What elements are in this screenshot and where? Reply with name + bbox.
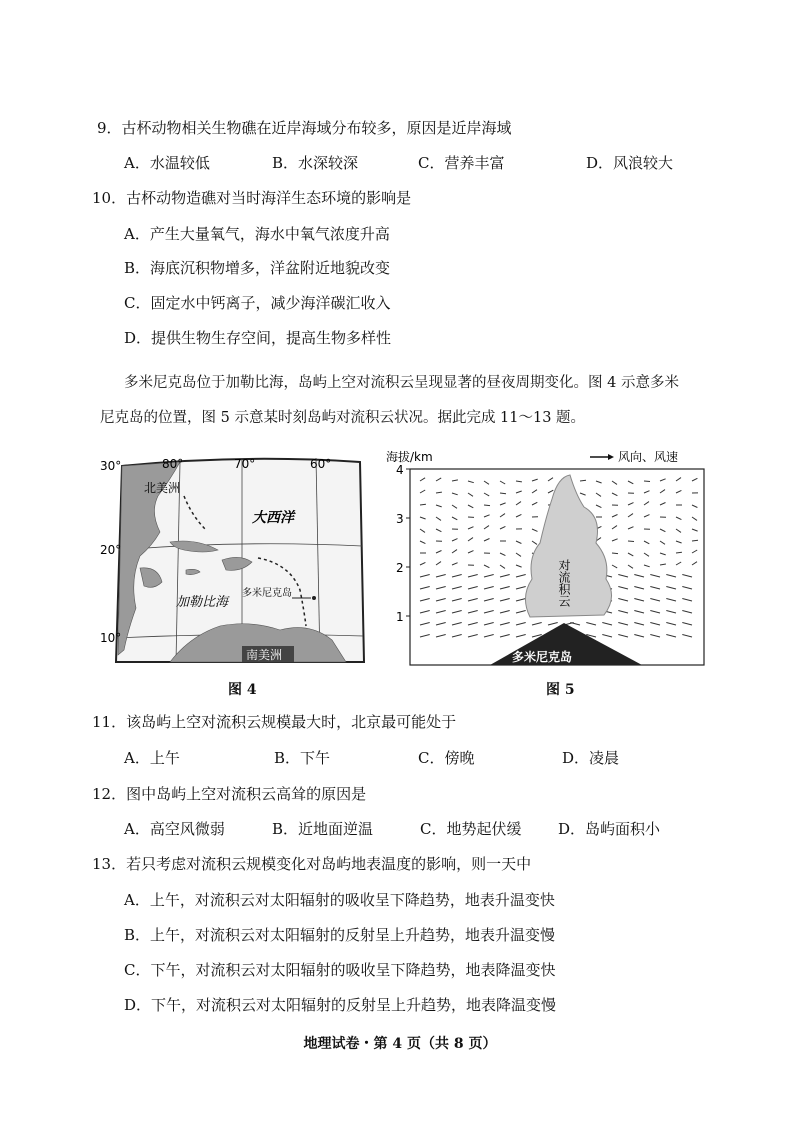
figure-4-map: [100, 450, 380, 670]
label-north-america: 北美洲: [144, 481, 181, 495]
lon-label-60: 60°: [310, 457, 332, 471]
q10-option-c[interactable]: C．固定水中钙离子，减少海洋碳汇收入: [124, 294, 391, 312]
fig5-ylabel: 海拔/km: [386, 450, 433, 464]
q11-option-c[interactable]: C．傍晚: [418, 749, 475, 767]
q12-option-d[interactable]: D．岛屿面积小: [558, 820, 661, 838]
figure-5-caption: 图 5: [546, 682, 575, 698]
q13-stem: 13．若只考虑对流积云规模变化对岛屿地表温度的影响，则一天中: [92, 855, 532, 873]
wind-arrow: [484, 505, 490, 506]
ytick-3: 3: [396, 512, 404, 526]
ytick-1: 1: [396, 610, 404, 624]
lon-label-70: 70°: [234, 457, 256, 471]
fig5-legend: 风向、风速: [618, 450, 679, 464]
q13-option-a[interactable]: A．上午，对流积云对太阳辐射的吸收呈下降趋势，地表升温变快: [124, 891, 555, 909]
lon-label-80: 80°: [162, 457, 184, 471]
ytick-4: 4: [396, 463, 404, 477]
q11-option-b[interactable]: B．下午: [274, 749, 331, 767]
wind-arrow: [580, 480, 586, 481]
figure-4-caption: 图 4: [228, 682, 257, 698]
label-south-america: 南美洲: [246, 648, 283, 662]
wind-arrow: [612, 553, 618, 554]
intro-line-1: 多米尼克岛位于加勒比海，岛屿上空对流积云呈现显著的昼夜周期变化。图 4 示意多米: [124, 375, 679, 391]
intro-line-2: 尼克岛的位置，图 5 示意某时刻岛屿对流积云状况。据此完成 11～13 题。: [100, 410, 586, 426]
q12-option-c[interactable]: C．地势起伏缓: [420, 820, 522, 838]
q10-option-b[interactable]: B．海底沉积物增多，洋盆附近地貌改变: [124, 259, 391, 277]
wind-arrow: [644, 481, 650, 482]
q12-option-b[interactable]: B．近地面逆温: [272, 820, 374, 838]
q13-option-b[interactable]: B．上午，对流积云对太阳辐射的反射呈上升趋势，地表升温变慢: [124, 926, 556, 944]
cloud-label: 对流积云: [557, 559, 571, 607]
page-footer: 地理试卷・第 4 页（共 8 页）: [303, 1036, 497, 1052]
label-atlantic: 大西洋: [252, 510, 294, 526]
q9-option-c[interactable]: C．营养丰富: [418, 154, 505, 172]
q11-option-a[interactable]: A．上午: [124, 749, 180, 767]
figure-5-cloud: [380, 447, 710, 672]
lat-label-10: 10°: [100, 631, 122, 645]
lat-label-20: 20°: [100, 543, 122, 557]
q11-stem: 11．该岛屿上空对流积云规模最大时，北京最可能处于: [92, 713, 457, 731]
wind-arrow: [692, 540, 698, 541]
q9-option-b[interactable]: B．水深较深: [272, 154, 359, 172]
q9-stem: 9．古杯动物相关生物礁在近岸海域分布较多，原因是近岸海域: [97, 119, 512, 137]
q11-option-d[interactable]: D．凌晨: [562, 749, 620, 767]
q9-option-d[interactable]: D．风浪较大: [586, 154, 674, 172]
ytick-2: 2: [396, 561, 404, 575]
label-caribbean: 加勒比海: [176, 595, 229, 610]
q10-option-d[interactable]: D．提供生物生存空间，提高生物多样性: [124, 329, 392, 347]
q10-option-a[interactable]: A．产生大量氧气，海水中氧气浓度升高: [124, 225, 390, 243]
island-label: 多米尼克岛: [512, 650, 573, 664]
q13-option-c[interactable]: C．下午，对流积云对太阳辐射的吸收呈下降趋势，地表降温变快: [124, 961, 556, 979]
q9-option-a[interactable]: A．水温较低: [124, 154, 210, 172]
wind-arrow: [500, 493, 506, 494]
q10-stem: 10．古杯动物造礁对当时海洋生态环境的影响是: [92, 189, 412, 207]
label-dominica: 多米尼克岛: [242, 588, 292, 599]
q13-option-d[interactable]: D．下午，对流积云对太阳辐射的反射呈上升趋势，地表降温变慢: [124, 996, 557, 1014]
wind-arrow: [628, 541, 634, 542]
q12-option-a[interactable]: A．高空风微弱: [124, 820, 225, 838]
q12-stem: 12．图中岛屿上空对流积云高耸的原因是: [92, 785, 367, 803]
lat-label-30: 30°: [100, 459, 122, 473]
